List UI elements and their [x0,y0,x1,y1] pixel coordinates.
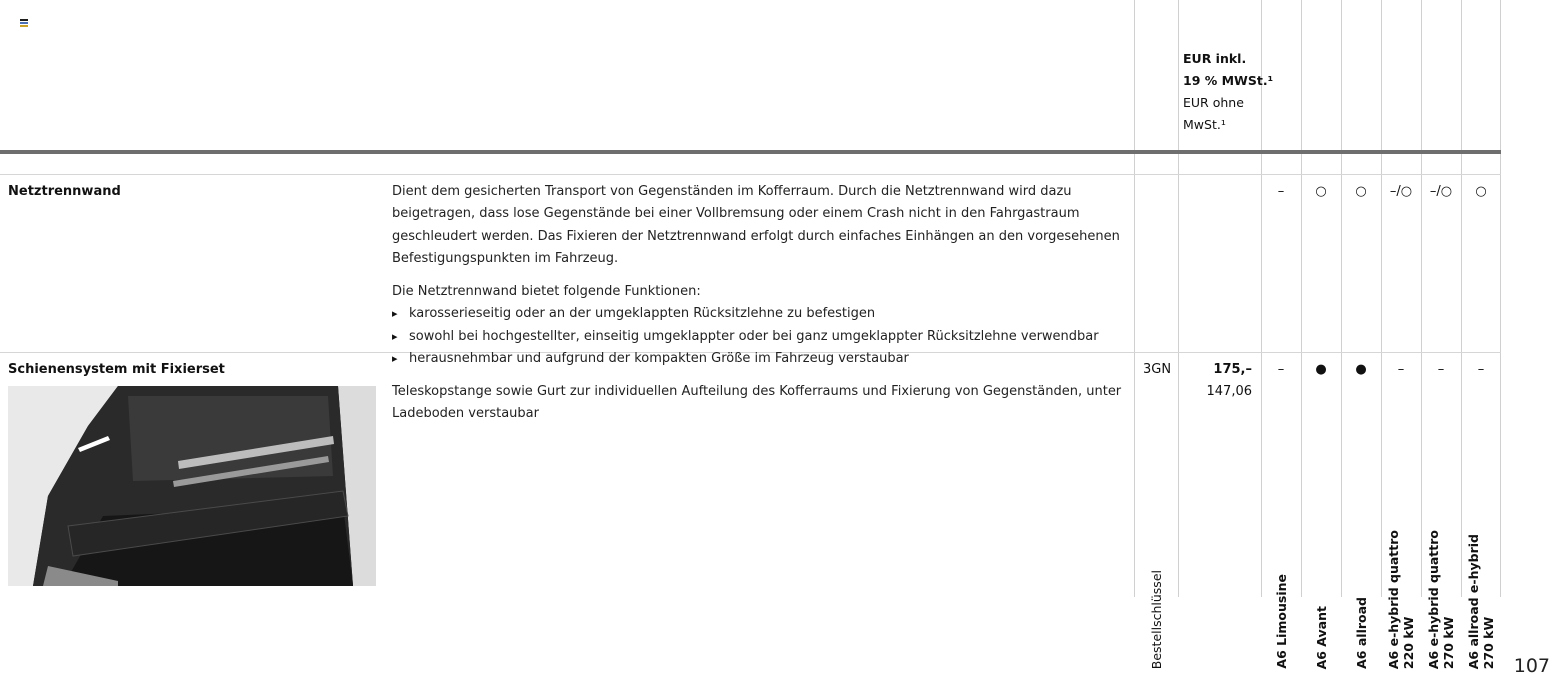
header-rule [0,150,1501,154]
availability-mark: –/○ [1429,184,1453,199]
availability-mark: – [1477,362,1485,377]
availability-mark: – [1437,362,1445,377]
availability-mark: – [1397,362,1405,377]
column-divider [1341,0,1342,597]
column-divider [1178,0,1179,597]
column-divider [1461,0,1462,597]
availability-mark: ○ [1475,184,1487,199]
header-model-a6-avant: A6 Avant [1314,605,1329,669]
feature-item: ▸ herausnehmbar und aufgrund der kompakten Größe im Fahrzeug verstaubar [392,348,1132,370]
header-order-key: Bestellschlüssel [1149,569,1164,669]
availability-mark: – [1277,362,1285,377]
column-divider [1500,0,1501,597]
feature-item: ▸ karosserieseitig oder an der umgeklappten Rücksitzlehne zu befestigen [392,303,1132,325]
row-divider [0,174,1501,175]
price-cell [1180,359,1252,403]
row-title-netztrennwand: Netztrennwand [8,184,121,199]
header-model-a6-ehybrid-270: A6 e-hybrid quattro 270 kW [1426,529,1456,669]
features-list [392,303,1132,370]
header-model-a6-ehybrid-220: A6 e-hybrid quattro 220 kW [1386,529,1416,669]
brand-logo-icon [20,19,28,27]
availability-mark: ○ [1315,184,1327,199]
row-title-schienensystem: Schienensystem mit Fixierset [8,362,225,377]
row-description-netztrennwand [392,181,1132,370]
feature-item: ▸ sowohl bei hochgestellter, einseitig umgeklappter oder bei ganz umgeklappter Rücksitzlehne verwendbar [392,326,1132,348]
row-description-schienensystem [392,381,1132,426]
order-code: 3GN [1143,362,1172,377]
description-text: Dient dem gesicherten Transport von Gegenständen im Kofferraum. Durch die Netztrennwand wird dazu beigetragen, dass lose Gegenstände bei einer Vollbremsung oder einem Crash nicht in den Fahrgastraum geschleudert werden. Das Fixieren der Netztrennwand erfolgt durch einfaches Einhängen an den vorgesehenen Befestigungspunkten im Fahrzeug. [392,184,1120,266]
description-text: Teleskopstange sowie Gurt zur individuellen Aufteilung des Kofferraums und Fixierung von Gegenständen, unter Ladeboden verstaubar [392,384,1122,422]
column-divider [1134,0,1135,597]
column-divider [1421,0,1422,597]
header-model-a6-allroad: A6 allroad [1354,597,1369,669]
header-model-a6-limousine: A6 Limousine [1274,574,1289,669]
availability-mark: ○ [1355,184,1367,199]
price-incl: 175,– [1213,362,1252,377]
header-price [1183,48,1273,136]
availability-mark: – [1277,184,1285,199]
header-model-a6-allroad-ehybrid: A6 allroad e-hybrid 270 kW [1466,533,1496,669]
availability-mark: ● [1355,362,1367,377]
column-divider [1301,0,1302,597]
column-divider [1381,0,1382,597]
features-intro: Die Netztrennwand bietet folgende Funktionen: [392,284,701,300]
header-price-incl: EUR inkl. 19 % MWSt.¹ [1183,51,1274,88]
page-number: 107 [1513,655,1550,677]
availability-mark: ● [1315,362,1327,377]
trunk-photo [8,386,376,586]
header-price-excl: EUR ohne MwSt.¹ [1183,95,1244,132]
trunk-photo-illustration [8,386,376,586]
price-excl: 147,06 [1206,384,1252,399]
availability-mark: –/○ [1389,184,1413,199]
